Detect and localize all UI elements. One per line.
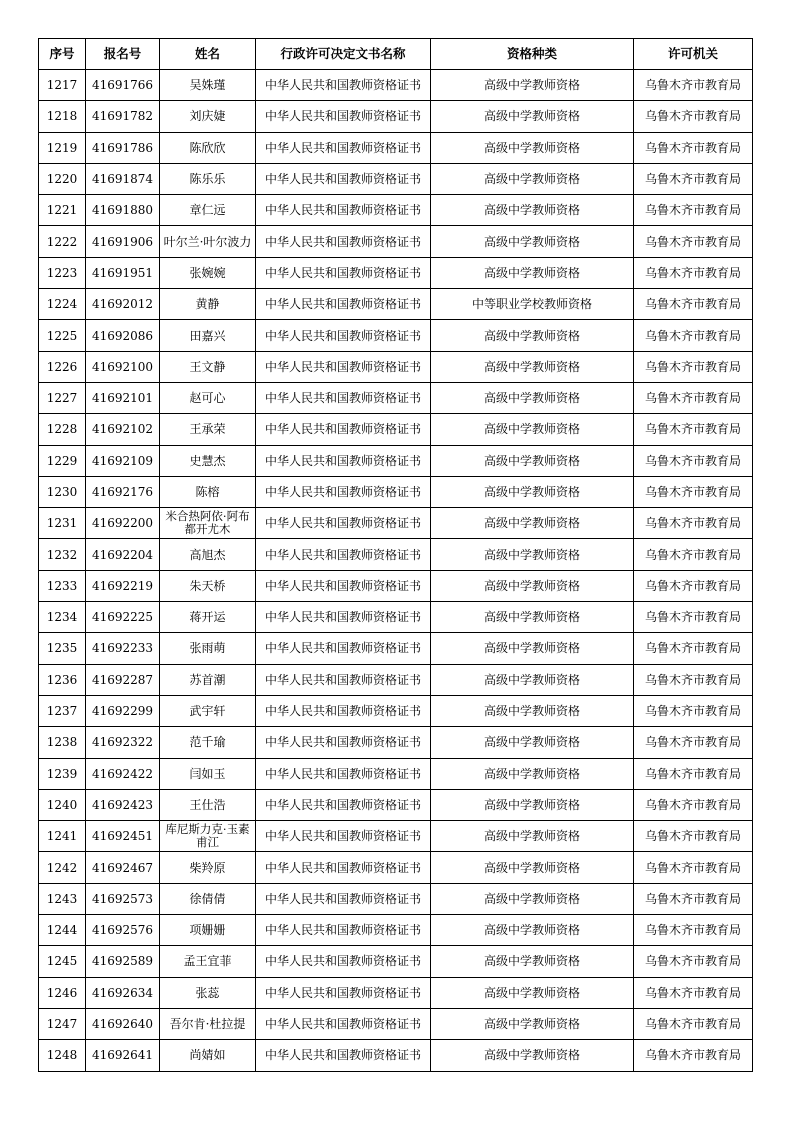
document-name-cell: 中华人民共和国教师资格证书 <box>256 570 431 601</box>
table-row <box>39 915 753 946</box>
serial-cell: 1219 <box>39 132 86 163</box>
table-row <box>39 977 753 1008</box>
issuing-authority-cell: 乌鲁木齐市教育局 <box>634 320 753 351</box>
name-cell: 陈欣欣 <box>160 132 256 163</box>
name-cell: 叶尔兰·叶尔波力 <box>160 226 256 257</box>
qualification-type-cell: 高级中学教师资格 <box>431 977 634 1008</box>
table-row <box>39 883 753 914</box>
name-cell: 王承荣 <box>160 414 256 445</box>
table-row <box>39 508 753 539</box>
qualification-type-cell: 高级中学教师资格 <box>431 414 634 445</box>
document-name-cell: 中华人民共和国教师资格证书 <box>256 289 431 320</box>
qualification-type-cell: 高级中学教师资格 <box>431 101 634 132</box>
registration-no-cell: 41692640 <box>86 1008 160 1039</box>
registration-no-cell: 41692467 <box>86 852 160 883</box>
qualification-type-cell: 高级中学教师资格 <box>431 915 634 946</box>
table-header <box>39 39 753 70</box>
issuing-authority-cell: 乌鲁木齐市教育局 <box>634 570 753 601</box>
table-row <box>39 351 753 382</box>
serial-cell: 1242 <box>39 852 86 883</box>
serial-cell: 1232 <box>39 539 86 570</box>
name-cell: 张婉婉 <box>160 257 256 288</box>
table-row <box>39 539 753 570</box>
qualification-type-cell: 高级中学教师资格 <box>431 664 634 695</box>
serial-cell: 1218 <box>39 101 86 132</box>
registration-no-cell: 41692287 <box>86 664 160 695</box>
registration-no-cell: 41691951 <box>86 257 160 288</box>
issuing-authority-cell: 乌鲁木齐市教育局 <box>634 289 753 320</box>
registration-no-cell: 41692634 <box>86 977 160 1008</box>
name-cell: 项姗姗 <box>160 915 256 946</box>
serial-cell: 1246 <box>39 977 86 1008</box>
header-document-name: 行政许可决定文书名称 <box>256 39 431 70</box>
qualification-type-cell: 高级中学教师资格 <box>431 727 634 758</box>
registration-no-cell: 41692233 <box>86 633 160 664</box>
qualification-type-cell: 高级中学教师资格 <box>431 132 634 163</box>
registration-no-cell: 41692573 <box>86 883 160 914</box>
qualification-type-cell: 高级中学教师资格 <box>431 1008 634 1039</box>
header-name: 姓名 <box>160 39 256 70</box>
issuing-authority-cell: 乌鲁木齐市教育局 <box>634 883 753 914</box>
document-name-cell: 中华人民共和国教师资格证书 <box>256 508 431 539</box>
name-cell: 徐倩倩 <box>160 883 256 914</box>
serial-cell: 1247 <box>39 1008 86 1039</box>
registration-no-cell: 41692299 <box>86 695 160 726</box>
qualification-type-cell: 高级中学教师资格 <box>431 602 634 633</box>
qualification-type-cell: 中等职业学校教师资格 <box>431 289 634 320</box>
table-row <box>39 695 753 726</box>
name-cell: 吴姝瑾 <box>160 70 256 101</box>
document-name-cell: 中华人民共和国教师资格证书 <box>256 727 431 758</box>
registration-no-cell: 41691874 <box>86 163 160 194</box>
table-row <box>39 789 753 820</box>
serial-cell: 1234 <box>39 602 86 633</box>
table-row <box>39 382 753 413</box>
name-cell: 张雨萌 <box>160 633 256 664</box>
name-cell: 赵可心 <box>160 382 256 413</box>
qualification-type-cell: 高级中学教师资格 <box>431 195 634 226</box>
serial-cell: 1226 <box>39 351 86 382</box>
name-cell: 黄静 <box>160 289 256 320</box>
qualification-type-cell: 高级中学教师资格 <box>431 445 634 476</box>
issuing-authority-cell: 乌鲁木齐市教育局 <box>634 508 753 539</box>
document-name-cell: 中华人民共和国教师资格证书 <box>256 445 431 476</box>
name-cell: 王仕浩 <box>160 789 256 820</box>
qualification-type-cell: 高级中学教师资格 <box>431 226 634 257</box>
name-cell: 闫如玉 <box>160 758 256 789</box>
name-cell: 田嘉兴 <box>160 320 256 351</box>
qualification-type-cell: 高级中学教师资格 <box>431 789 634 820</box>
issuing-authority-cell: 乌鲁木齐市教育局 <box>634 915 753 946</box>
serial-cell: 1217 <box>39 70 86 101</box>
registration-no-cell: 41692109 <box>86 445 160 476</box>
issuing-authority-cell: 乌鲁木齐市教育局 <box>634 132 753 163</box>
document-name-cell: 中华人民共和国教师资格证书 <box>256 382 431 413</box>
qualification-type-cell: 高级中学教师资格 <box>431 570 634 601</box>
qualification-type-cell: 高级中学教师资格 <box>431 476 634 507</box>
name-cell: 刘庆婕 <box>160 101 256 132</box>
qualification-type-cell: 高级中学教师资格 <box>431 821 634 852</box>
issuing-authority-cell: 乌鲁木齐市教育局 <box>634 445 753 476</box>
issuing-authority-cell: 乌鲁木齐市教育局 <box>634 977 753 1008</box>
table-row <box>39 195 753 226</box>
issuing-authority-cell: 乌鲁木齐市教育局 <box>634 852 753 883</box>
header-serial: 序号 <box>39 39 86 70</box>
document-name-cell: 中华人民共和国教师资格证书 <box>256 602 431 633</box>
serial-cell: 1244 <box>39 915 86 946</box>
registration-no-cell: 41692204 <box>86 539 160 570</box>
qualification-type-cell: 高级中学教师资格 <box>431 382 634 413</box>
serial-cell: 1228 <box>39 414 86 445</box>
registration-no-cell: 41692576 <box>86 915 160 946</box>
issuing-authority-cell: 乌鲁木齐市教育局 <box>634 633 753 664</box>
table-row <box>39 320 753 351</box>
name-cell: 蒋开运 <box>160 602 256 633</box>
name-cell: 库尼斯力克·玉素甫江 <box>160 821 256 852</box>
table-row <box>39 570 753 601</box>
registration-no-cell: 41692225 <box>86 602 160 633</box>
serial-cell: 1222 <box>39 226 86 257</box>
document-name-cell: 中华人民共和国教师资格证书 <box>256 195 431 226</box>
registration-no-cell: 41692641 <box>86 1040 160 1071</box>
table-row <box>39 476 753 507</box>
header-issuing-authority: 许可机关 <box>634 39 753 70</box>
registration-no-cell: 41691782 <box>86 101 160 132</box>
document-name-cell: 中华人民共和国教师资格证书 <box>256 226 431 257</box>
serial-cell: 1231 <box>39 508 86 539</box>
name-cell: 史慧杰 <box>160 445 256 476</box>
name-cell: 陈乐乐 <box>160 163 256 194</box>
name-cell: 张蕊 <box>160 977 256 1008</box>
table-row <box>39 414 753 445</box>
issuing-authority-cell: 乌鲁木齐市教育局 <box>634 1008 753 1039</box>
table-row <box>39 852 753 883</box>
table-row <box>39 1040 753 1071</box>
document-name-cell: 中华人民共和国教师资格证书 <box>256 758 431 789</box>
name-cell: 朱天桥 <box>160 570 256 601</box>
table-row <box>39 101 753 132</box>
registration-no-cell: 41691906 <box>86 226 160 257</box>
issuing-authority-cell: 乌鲁木齐市教育局 <box>634 727 753 758</box>
qualification-type-cell: 高级中学教师资格 <box>431 695 634 726</box>
document-name-cell: 中华人民共和国教师资格证书 <box>256 1008 431 1039</box>
qualification-type-cell: 高级中学教师资格 <box>431 1040 634 1071</box>
qualification-type-cell: 高级中学教师资格 <box>431 539 634 570</box>
registration-no-cell: 41692101 <box>86 382 160 413</box>
issuing-authority-cell: 乌鲁木齐市教育局 <box>634 602 753 633</box>
issuing-authority-cell: 乌鲁木齐市教育局 <box>634 821 753 852</box>
table-row <box>39 758 753 789</box>
serial-cell: 1243 <box>39 883 86 914</box>
table-body <box>39 70 753 1072</box>
name-cell: 范千瑜 <box>160 727 256 758</box>
serial-cell: 1241 <box>39 821 86 852</box>
issuing-authority-cell: 乌鲁木齐市教育局 <box>634 946 753 977</box>
registration-no-cell: 41692102 <box>86 414 160 445</box>
serial-cell: 1233 <box>39 570 86 601</box>
issuing-authority-cell: 乌鲁木齐市教育局 <box>634 539 753 570</box>
document-name-cell: 中华人民共和国教师资格证书 <box>256 946 431 977</box>
document-name-cell: 中华人民共和国教师资格证书 <box>256 695 431 726</box>
document-name-cell: 中华人民共和国教师资格证书 <box>256 821 431 852</box>
serial-cell: 1239 <box>39 758 86 789</box>
document-name-cell: 中华人民共和国教师资格证书 <box>256 320 431 351</box>
document-name-cell: 中华人民共和国教师资格证书 <box>256 257 431 288</box>
name-cell: 王文静 <box>160 351 256 382</box>
name-cell: 尚婧如 <box>160 1040 256 1071</box>
serial-cell: 1238 <box>39 727 86 758</box>
table-row <box>39 602 753 633</box>
issuing-authority-cell: 乌鲁木齐市教育局 <box>634 789 753 820</box>
document-name-cell: 中华人民共和国教师资格证书 <box>256 852 431 883</box>
table-row <box>39 445 753 476</box>
issuing-authority-cell: 乌鲁木齐市教育局 <box>634 414 753 445</box>
document-name-cell: 中华人民共和国教师资格证书 <box>256 977 431 1008</box>
document-name-cell: 中华人民共和国教师资格证书 <box>256 414 431 445</box>
registration-no-cell: 41692423 <box>86 789 160 820</box>
qualification-type-cell: 高级中学教师资格 <box>431 257 634 288</box>
registration-no-cell: 41692086 <box>86 320 160 351</box>
document-name-cell: 中华人民共和国教师资格证书 <box>256 351 431 382</box>
registration-no-cell: 41691766 <box>86 70 160 101</box>
document-name-cell: 中华人民共和国教师资格证书 <box>256 789 431 820</box>
serial-cell: 1237 <box>39 695 86 726</box>
serial-cell: 1248 <box>39 1040 86 1071</box>
registration-no-cell: 41691880 <box>86 195 160 226</box>
serial-cell: 1235 <box>39 633 86 664</box>
license-table <box>38 38 753 1072</box>
document-name-cell: 中华人民共和国教师资格证书 <box>256 163 431 194</box>
name-cell: 孟王宜菲 <box>160 946 256 977</box>
name-cell: 苏首潮 <box>160 664 256 695</box>
issuing-authority-cell: 乌鲁木齐市教育局 <box>634 163 753 194</box>
document-name-cell: 中华人民共和国教师资格证书 <box>256 539 431 570</box>
serial-cell: 1229 <box>39 445 86 476</box>
qualification-type-cell: 高级中学教师资格 <box>431 508 634 539</box>
qualification-type-cell: 高级中学教师资格 <box>431 163 634 194</box>
table-row <box>39 727 753 758</box>
issuing-authority-cell: 乌鲁木齐市教育局 <box>634 1040 753 1071</box>
serial-cell: 1245 <box>39 946 86 977</box>
table-row <box>39 633 753 664</box>
document-name-cell: 中华人民共和国教师资格证书 <box>256 70 431 101</box>
issuing-authority-cell: 乌鲁木齐市教育局 <box>634 695 753 726</box>
serial-cell: 1240 <box>39 789 86 820</box>
issuing-authority-cell: 乌鲁木齐市教育局 <box>634 476 753 507</box>
registration-no-cell: 41692012 <box>86 289 160 320</box>
table-row <box>39 1008 753 1039</box>
registration-no-cell: 41692589 <box>86 946 160 977</box>
qualification-type-cell: 高级中学教师资格 <box>431 946 634 977</box>
document-name-cell: 中华人民共和国教师资格证书 <box>256 883 431 914</box>
issuing-authority-cell: 乌鲁木齐市教育局 <box>634 226 753 257</box>
name-cell: 米合热阿依·阿布都开尤木 <box>160 508 256 539</box>
registration-no-cell: 41692219 <box>86 570 160 601</box>
document-name-cell: 中华人民共和国教师资格证书 <box>256 476 431 507</box>
name-cell: 陈榕 <box>160 476 256 507</box>
serial-cell: 1230 <box>39 476 86 507</box>
document-name-cell: 中华人民共和国教师资格证书 <box>256 132 431 163</box>
issuing-authority-cell: 乌鲁木齐市教育局 <box>634 195 753 226</box>
qualification-type-cell: 高级中学教师资格 <box>431 320 634 351</box>
header-registration-no: 报名号 <box>86 39 160 70</box>
registration-no-cell: 41692176 <box>86 476 160 507</box>
header-row <box>39 39 753 70</box>
issuing-authority-cell: 乌鲁木齐市教育局 <box>634 257 753 288</box>
document-name-cell: 中华人民共和国教师资格证书 <box>256 1040 431 1071</box>
table-row <box>39 163 753 194</box>
issuing-authority-cell: 乌鲁木齐市教育局 <box>634 382 753 413</box>
header-qualification-type: 资格种类 <box>431 39 634 70</box>
qualification-type-cell: 高级中学教师资格 <box>431 883 634 914</box>
table-row <box>39 226 753 257</box>
qualification-type-cell: 高级中学教师资格 <box>431 70 634 101</box>
document-name-cell: 中华人民共和国教师资格证书 <box>256 664 431 695</box>
document-name-cell: 中华人民共和国教师资格证书 <box>256 915 431 946</box>
table-row <box>39 70 753 101</box>
registration-no-cell: 41692451 <box>86 821 160 852</box>
issuing-authority-cell: 乌鲁木齐市教育局 <box>634 101 753 132</box>
serial-cell: 1225 <box>39 320 86 351</box>
issuing-authority-cell: 乌鲁木齐市教育局 <box>634 70 753 101</box>
issuing-authority-cell: 乌鲁木齐市教育局 <box>634 664 753 695</box>
name-cell: 武宇轩 <box>160 695 256 726</box>
qualification-type-cell: 高级中学教师资格 <box>431 852 634 883</box>
table-row <box>39 132 753 163</box>
table-row <box>39 946 753 977</box>
name-cell: 吾尔肯·杜拉提 <box>160 1008 256 1039</box>
name-cell: 柴羚原 <box>160 852 256 883</box>
serial-cell: 1220 <box>39 163 86 194</box>
issuing-authority-cell: 乌鲁木齐市教育局 <box>634 758 753 789</box>
table-row <box>39 821 753 852</box>
name-cell: 高旭杰 <box>160 539 256 570</box>
issuing-authority-cell: 乌鲁木齐市教育局 <box>634 351 753 382</box>
qualification-type-cell: 高级中学教师资格 <box>431 758 634 789</box>
document-name-cell: 中华人民共和国教师资格证书 <box>256 633 431 664</box>
document-name-cell: 中华人民共和国教师资格证书 <box>256 101 431 132</box>
serial-cell: 1223 <box>39 257 86 288</box>
serial-cell: 1236 <box>39 664 86 695</box>
registration-no-cell: 41691786 <box>86 132 160 163</box>
serial-cell: 1227 <box>39 382 86 413</box>
qualification-type-cell: 高级中学教师资格 <box>431 351 634 382</box>
serial-cell: 1221 <box>39 195 86 226</box>
qualification-type-cell: 高级中学教师资格 <box>431 633 634 664</box>
table-row <box>39 289 753 320</box>
registration-no-cell: 41692422 <box>86 758 160 789</box>
name-cell: 章仁远 <box>160 195 256 226</box>
registration-no-cell: 41692100 <box>86 351 160 382</box>
table-row <box>39 664 753 695</box>
registration-no-cell: 41692322 <box>86 727 160 758</box>
serial-cell: 1224 <box>39 289 86 320</box>
registration-no-cell: 41692200 <box>86 508 160 539</box>
table-row <box>39 257 753 288</box>
